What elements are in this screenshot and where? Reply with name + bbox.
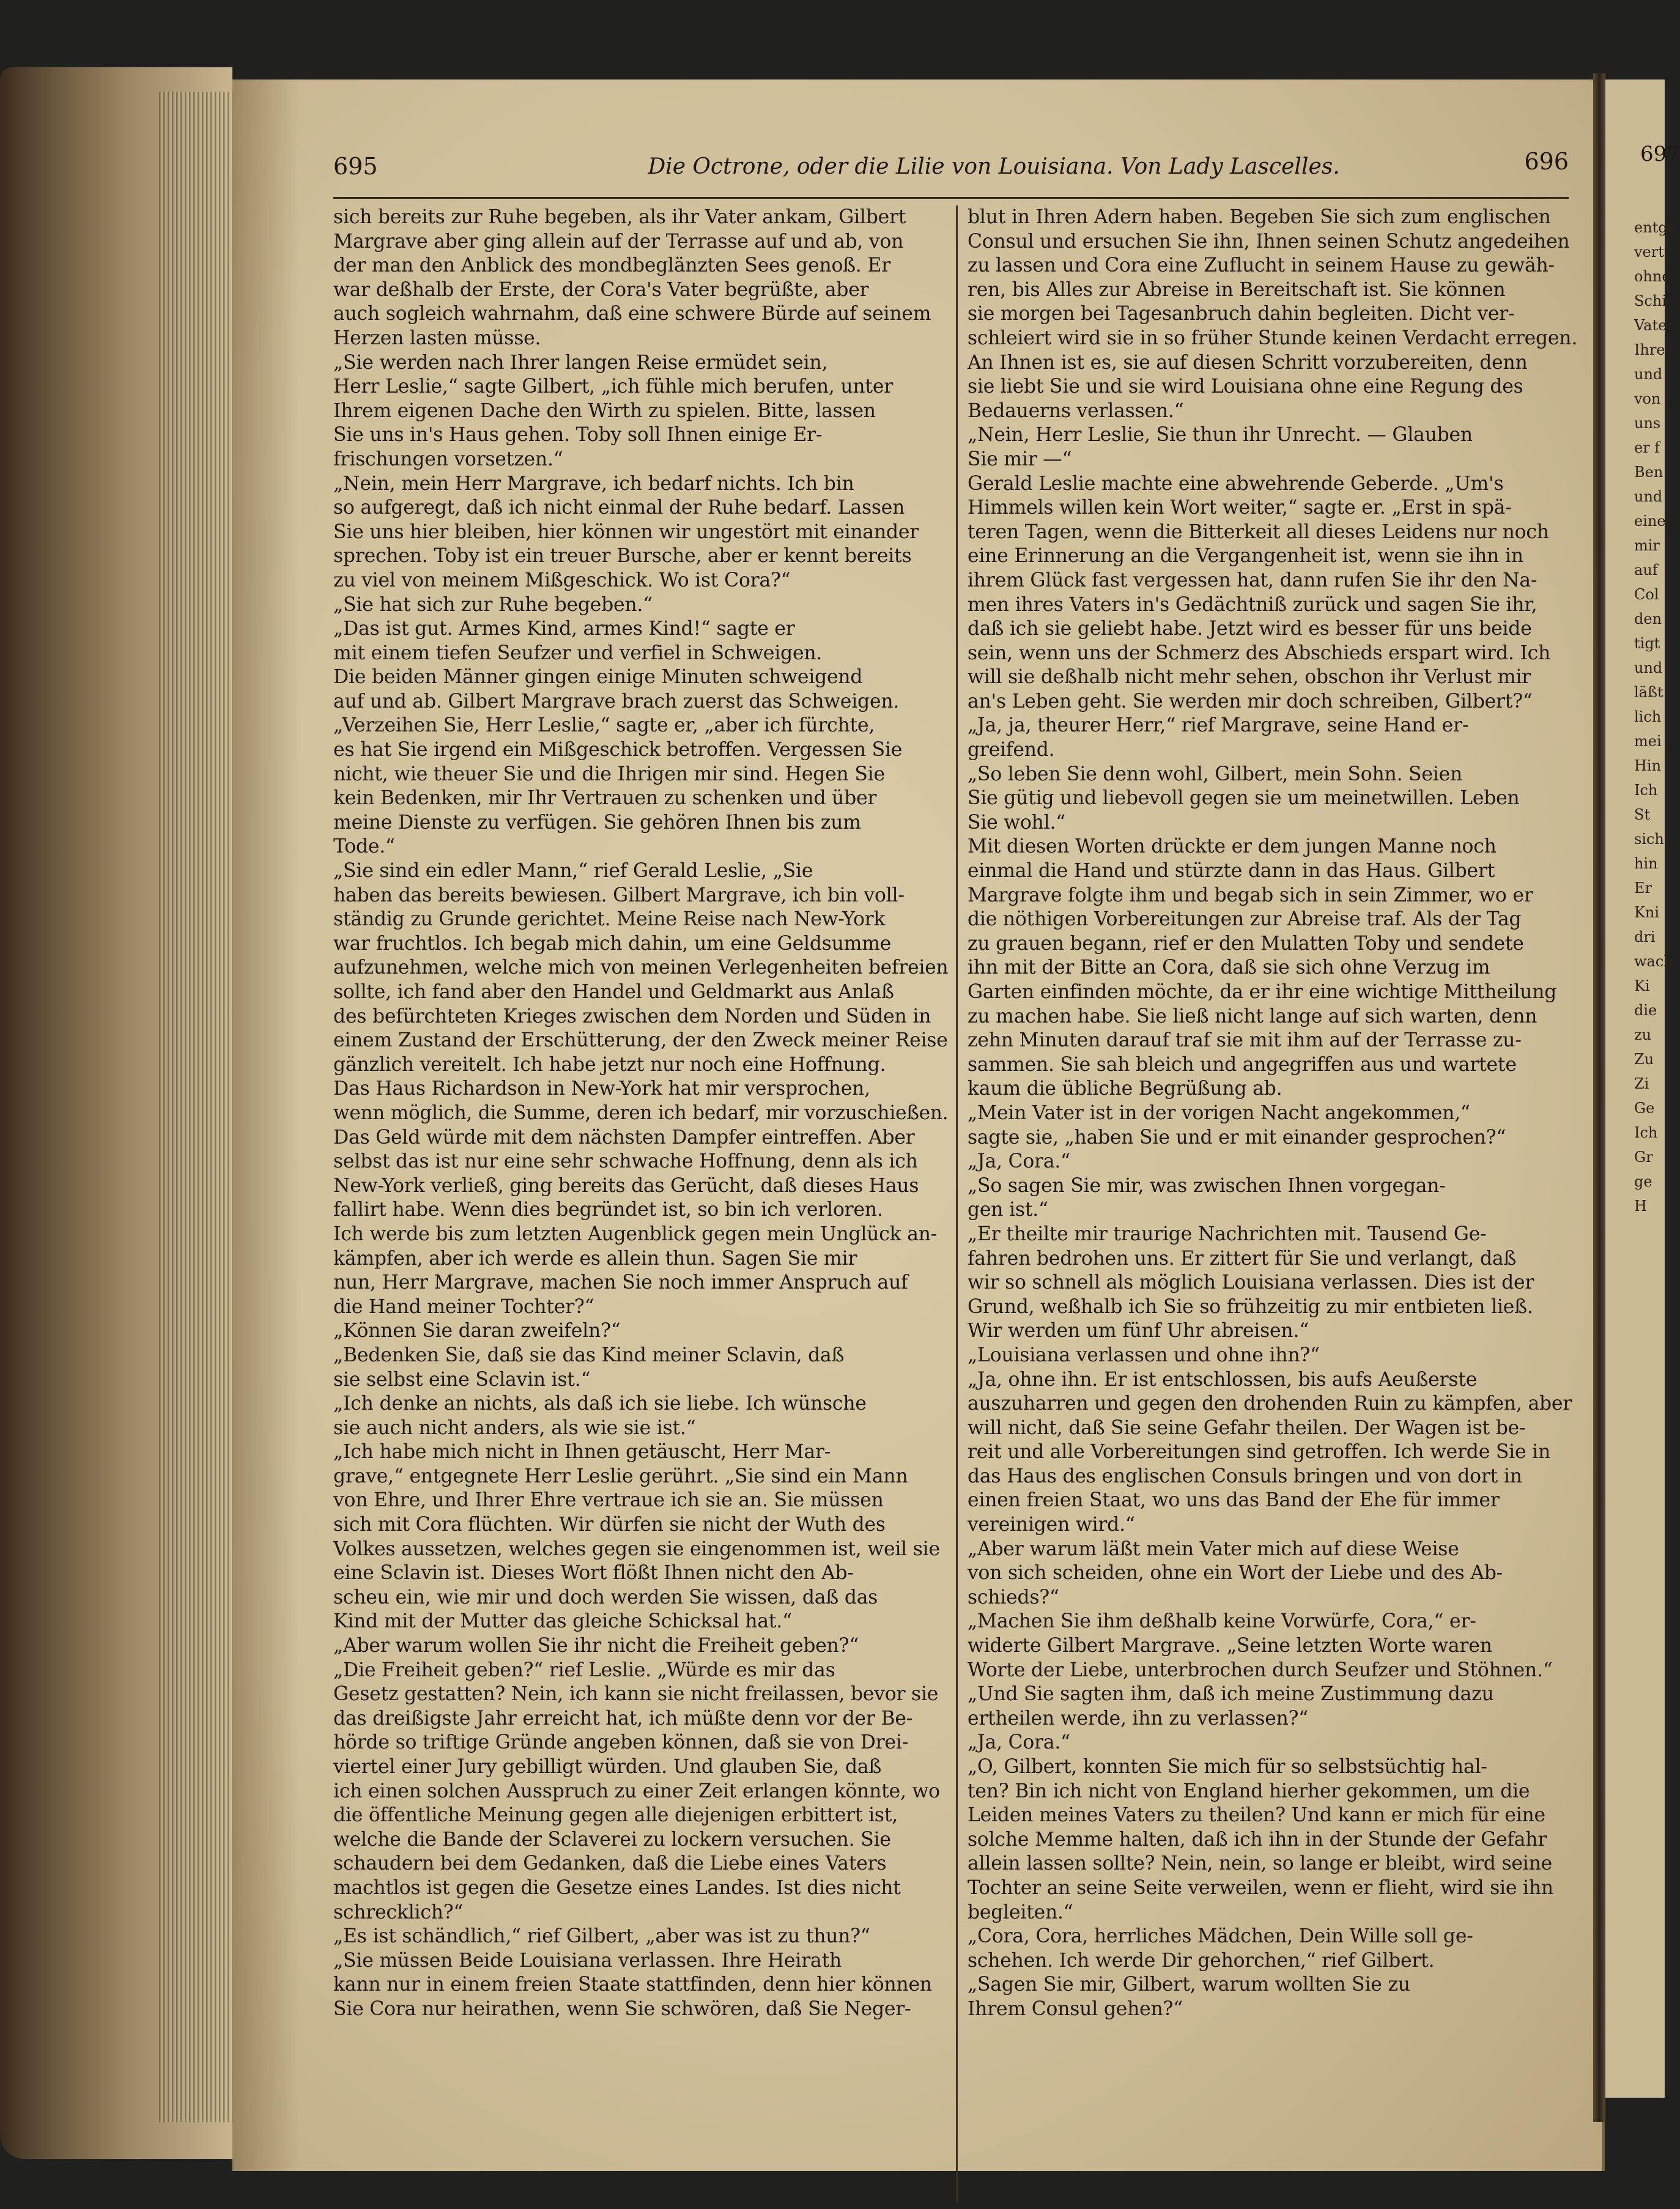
text-line: mei [1634,733,1662,750]
text-line: so aufgeregt, daß ich nicht einmal der Ruhe bedarf. Lassen [333,497,905,519]
text-line: dri [1634,928,1656,945]
text-line: daß ich sie geliebt habe. Jetzt wird es besser für uns beide [968,618,1532,640]
text-line: nicht, wie theuer Sie und die Ihrigen mir sind. Hegen Sie [333,763,885,785]
text-line: allein lassen sollte? Nein, nein, so lange er bleibt, wird seine [968,1852,1552,1875]
text-line: mit einem tiefen Seufzer und verfiel in Schweigen. [333,642,823,664]
text-line: vereinigen wird.“ [968,1514,1135,1536]
text-line: aufzunehmen, welche mich von meinen Verlegenheiten befreien [333,956,949,979]
text-line: ständig zu Grunde gerichtet. Meine Reise nach New-York [333,908,886,931]
text-line: war deßhalb der Erste, der Cora's Vater begrüßte, aber [333,278,869,301]
text-line: will sie deßhalb nicht mehr sehen, obschon ihr Verlust mir [968,666,1531,689]
text-line: zu grauen begann, rief er den Mulatten Toby und sendete [968,932,1524,955]
text-line: sein, wenn uns der Schmerz des Abschieds erspart wird. Ich [968,642,1550,664]
text-line: Ihrem Consul gehen?“ [968,1997,1183,2020]
text-line: Wir werden um fünf Uhr abreisen.“ [968,1320,1309,1342]
text-line: Ich [1634,782,1658,799]
text-line: Kni [1634,904,1660,921]
text-line: „Können Sie daran zweifeln?“ [333,1320,621,1342]
text-line: Die beiden Männer gingen einige Minuten schweigend [333,666,863,689]
text-line: „O, Gilbert, konnten Sie mich für so selbstsüchtig hal- [968,1756,1487,1778]
text-line: „Ja, ohne ihn. Er ist entschlossen, bis aufs Aeußerste [968,1368,1478,1391]
text-line: auf und ab. Gilbert Margrave brach zuerst das Schweigen. [333,690,900,712]
text-line: und [1634,366,1663,383]
text-line: „Er theilte mir traurige Nachrichten mit. Tausend Ge- [968,1223,1487,1245]
text-line: „Ja, ja, theurer Herr,“ rief Margrave, seine Hand er- [968,714,1469,737]
text-line: Kind mit der Mutter das gleiche Schicksal hat.“ [333,1610,792,1633]
text-line: Worte der Liebe, unterbrochen durch Seufzer und Stöhnen.“ [968,1659,1553,1681]
text-line: ihrem Glück fast vergessen hat, dann rufen Sie ihr den Na- [968,569,1538,591]
text-line: Ben [1634,464,1663,481]
text-line: welche die Bande der Sclaverei zu lockern versuchen. Sie [333,1828,891,1851]
text-line: Vater [1634,317,1674,334]
text-line: Schi [1634,292,1667,309]
running-title: Die Octrone, oder die Lilie von Louisiana. Von Lady Lascelles. [648,154,1340,179]
text-line: „Sagen Sie mir, Gilbert, warum wollten Sie zu [968,1974,1410,1996]
book-gutter [1593,73,1605,2122]
text-line: zu lassen und Cora eine Zuflucht in seinem Hause zu gewäh- [968,254,1555,277]
text-line: Ich werde bis zum letzten Augenblick gegen mein Unglück an- [333,1223,938,1245]
text-line: Gerald Leslie machte eine abwehrende Geberde. „Um's [968,472,1504,495]
text-line: „Verzeihen Sie, Herr Leslie,“ sagte er, „aber ich fürchte, [333,714,875,737]
text-line: ich einen solchen Ausspruch zu einer Zeit erlangen könnte, wo [333,1780,940,1802]
text-line: nun, Herr Margrave, machen Sie noch immer Anspruch auf [333,1271,908,1294]
worn-margin [232,80,300,2171]
text-line: Leiden meines Vaters zu theilen? Und kann er mich für eine [968,1804,1545,1827]
text-line: Bedauerns verlassen.“ [968,399,1184,422]
text-line: einem Zustand der Erschütterung, der den Zweck meiner Reise [333,1029,948,1052]
text-line: Grund, weßhalb ich Sie so frühzeitig zu mir entbieten ließ. [968,1295,1533,1318]
text-line: die öffentliche Meinung gegen alle diejenigen erbittert ist, [333,1804,898,1827]
text-line: „Das ist gut. Armes Kind, armes Kind!“ sagte er [333,618,795,640]
text-line: Ihre [1634,341,1665,358]
text-line: ohne [1634,268,1671,285]
text-line: sagte sie, „haben Sie und er mit einander gesprochen?“ [968,1126,1506,1149]
text-line: hin [1634,855,1658,872]
text-line: Ki [1634,977,1650,994]
text-line: war fruchtlos. Ich begab mich dahin, um eine Geldsumme [333,932,892,955]
text-line: auszuharren und gegen den drohenden Ruin zu kämpfen, aber [968,1393,1572,1415]
text-line: an's Leben geht. Sie werden mir doch schreiben, Gilbert?“ [968,690,1533,712]
text-line: „Sie müssen Beide Louisiana verlassen. Ihre Heirath [333,1949,842,1972]
text-line: „Sie werden nach Ihrer langen Reise ermüdet sein, [333,351,828,374]
text-line: Tochter an seine Seite verweilen, wenn er flieht, wird sie ihn [968,1876,1553,1899]
text-line: fallirt habe. Wenn dies begründet ist, so bin ich verloren. [333,1199,883,1221]
text-line: auf [1634,561,1658,579]
text-line: Ich [1634,1124,1658,1141]
text-line: und [1634,659,1663,676]
text-line: „Aber warum läßt mein Vater mich auf diese Weise [968,1537,1459,1560]
text-line: Herr Leslie,“ sagte Gilbert, „ich fühle mich berufen, unter [333,376,894,398]
text-line: Consul und ersuchen Sie ihn, Ihnen seinen Schutz angedeihen [968,230,1570,253]
text-line: solche Memme halten, daß ich ihn in der Stunde der Gefahr [968,1828,1547,1851]
text-line: Hin [1634,757,1662,774]
text-line: Himmels willen kein Wort weiter,“ sagte er. „Erst in spä- [968,497,1512,519]
text-line: teren Tagen, wenn die Bitterkeit all dieses Leidens nur noch [968,520,1549,543]
text-line: ge [1634,1173,1652,1190]
text-line: fahren bedrohen uns. Er zittert für Sie und verlangt, daß [968,1247,1517,1270]
text-line: des befürchteten Krieges zwischen dem Norden und Süden in [333,1005,931,1027]
text-line: sich bereits zur Ruhe begeben, als ihr Vater ankam, Gilbert [333,206,906,228]
text-line: und [1634,488,1663,505]
text-line: „Nein, Herr Leslie, Sie thun ihr Unrecht. — Glauben [968,424,1473,446]
text-line: ertheilen werde, ihn zu verlassen?“ [968,1707,1309,1730]
text-line: uns [1634,415,1661,432]
text-line: kein Bedenken, mir Ihr Vertrauen zu schenken und über [333,787,877,810]
text-line: „Ja, Cora.“ [968,1731,1070,1754]
text-line: Margrave aber ging allein auf der Terrasse auf und ab, von [333,230,904,253]
text-line: eine Sclavin ist. Dieses Wort flößt Ihnen nicht den Ab- [333,1562,854,1585]
text-line: zu machen habe. Sie ließ nicht lange auf sich warten, denn [968,1005,1538,1027]
text-line: Sie gütig und liebevoll gegen sie um meinetwillen. Leben [968,787,1520,810]
text-line: läßt [1634,684,1663,701]
text-line: sich [1634,831,1664,848]
text-line: eine Erinnerung an die Vergangenheit ist, wenn sie ihn in [968,545,1523,568]
text-line: Garten einfinden möchte, da er ihr eine wichtige Mittheilung [968,981,1557,1003]
text-line: hörde so triftige Gründe angeben können, daß sie von Drei- [333,1731,909,1754]
next-page-number: 697 [1640,142,1680,166]
text-line: von sich scheiden, ohne ein Wort der Liebe und des Ab- [968,1562,1503,1585]
text-line: „Machen Sie ihm deßhalb keine Vorwürfe, Cora,“ er- [968,1610,1476,1633]
text-line: Das Haus Richardson in New-York hat mir versprochen, [333,1078,870,1100]
text-line: tigt [1634,635,1660,652]
text-line: „Ich denke an nichts, als daß ich sie liebe. Ich wünsche [333,1393,867,1415]
text-line: die [1634,1002,1657,1019]
text-line: Sie uns in's Haus gehen. Toby soll Ihnen einige Er- [333,424,823,446]
text-line: Sie mir —“ [968,448,1072,470]
text-line: „Die Freiheit geben?“ rief Leslie. „Würde es mir das [333,1659,835,1681]
text-line: sie auch nicht anders, als wie sie ist.“ [333,1416,696,1439]
text-line: „So leben Sie denn wohl, Gilbert, mein Sohn. Seien [968,763,1462,785]
text-line: kaum die übliche Begrüßung ab. [968,1078,1282,1100]
text-line: Volkes aussetzen, welches gegen sie eingenommen ist, weil sie [333,1537,940,1560]
text-line: „Und Sie sagten ihm, daß ich meine Zustimmung dazu [968,1683,1494,1706]
text-line: frischungen vorsetzen.“ [333,448,563,470]
text-line: gänzlich vereitelt. Ich habe jetzt nur noch eine Hoffnung. [333,1053,886,1076]
right-text-column [968,205,1579,2022]
text-line: „Louisiana verlassen und ohne ihn?“ [968,1344,1320,1366]
text-line: zehn Minuten darauf traf sie mit ihm auf der Terrasse zu- [968,1029,1522,1052]
text-line: schieds?“ [968,1586,1059,1608]
text-line: schaudern bei dem Gedanken, daß die Liebe eines Vaters [333,1852,887,1875]
text-line: Ge [1634,1100,1655,1117]
text-line: begleiten.“ [968,1901,1073,1923]
text-line: von [1634,390,1661,407]
text-line: grave,“ entgegnete Herr Leslie gerührt. „Sie sind ein Mann [333,1465,908,1487]
text-line: viertel einer Jury gebilligt würden. Und glauben Sie, daß [333,1756,882,1778]
text-line: sie morgen bei Tagesanbruch dahin begleiten. Dicht ver- [968,303,1515,325]
text-line: wenn möglich, die Summe, deren ich bedarf, mir vorzuschießen. [333,1101,949,1124]
text-line: der man den Anblick des mondbeglänzten Sees genoß. Er [333,254,891,277]
text-line: „Ich habe mich nicht in Ihnen getäuscht, Herr Mar- [333,1441,831,1463]
text-line: schrecklich?“ [333,1901,464,1923]
text-line: will nicht, daß Sie seine Gefahr theilen. Der Wagen ist be- [968,1416,1526,1439]
text-line: gen ist.“ [968,1199,1048,1221]
text-line: sammen. Sie sah bleich und angegriffen aus und wartete [968,1053,1517,1076]
text-line: „Ja, Cora.“ [968,1150,1070,1173]
text-line: die nöthigen Vorbereitungen zur Abreise traf. Als der Tag [968,908,1522,931]
text-line: „Nein, mein Herr Margrave, ich bedarf nichts. Ich bin [333,472,854,495]
text-line: „Sie sind ein edler Mann,“ rief Gerald Leslie, „Sie [333,860,813,882]
text-line: „So sagen Sie mir, was zwischen Ihnen vorgegan- [968,1174,1446,1197]
text-line: blut in Ihren Adern haben. Begeben Sie sich zum englischen [968,206,1551,228]
text-line: schleiert wird sie in so früher Stunde keinen Verdacht erregen. [968,327,1578,349]
text-line: Das Geld würde mit dem nächsten Dampfer eintreffen. Aber [333,1126,915,1149]
text-line: zu [1634,1026,1652,1043]
text-line: sich mit Cora flüchten. Wir dürfen sie nicht der Wuth des [333,1514,886,1536]
text-line: Sie Cora nur heirathen, wenn Sie schwören, daß Sie Neger- [333,1997,911,2020]
text-line: „Sie hat sich zur Ruhe begeben.“ [333,593,653,616]
text-line: Er [1634,879,1652,897]
text-line: lich [1634,708,1662,725]
text-line: scheu ein, wie mir und doch werden Sie wissen, daß das [333,1586,878,1608]
text-line: Gesetz gestatten? Nein, ich kann sie nicht freilassen, bevor sie [333,1683,939,1706]
text-line: Margrave folgte ihm und begab sich in sein Zimmer, wo er [968,884,1533,906]
text-line: widerte Gilbert Margrave. „Seine letzten Worte waren [968,1635,1492,1657]
text-line: selbst das ist nur eine sehr schwache Hoffnung, denn als ich [333,1150,918,1173]
text-line: Sie uns hier bleiben, hier können wir ungestört mit einander [333,520,919,543]
text-line: Zi [1634,1075,1649,1092]
text-line: Gr [1634,1149,1653,1166]
text-line: St [1634,806,1651,823]
text-line: Ihrem eigenen Dache den Wirth zu spielen. Bitte, lassen [333,399,876,422]
text-line: einen freien Staat, wo uns das Band der Ehe für immer [968,1489,1500,1512]
text-line: kämpfen, aber ich werde es allein thun. Sagen Sie mir [333,1247,857,1270]
text-line: „Es ist schändlich,“ rief Gilbert, „aber was ist zu thun?“ [333,1925,870,1948]
text-line: er f [1634,439,1660,456]
page-stack-lines [159,92,232,2122]
text-line: An Ihnen ist es, sie auf diesen Schritt vorzubereiten, denn [968,351,1528,374]
text-line: einer [1634,512,1673,530]
text-line: Col [1634,586,1659,603]
text-line: ten? Bin ich nicht von England hierher gekommen, um die [968,1780,1530,1802]
text-line: einmal die Hand und stürzte dann in das Haus. Gilbert [968,860,1495,882]
text-line: ihn mit der Bitte an Cora, daß sie sich ohne Verzug im [968,956,1490,979]
text-line: H [1634,1197,1647,1215]
text-line: „Mein Vater ist in der vorigen Nacht angekommen,“ [968,1101,1470,1124]
text-line: mir [1634,537,1660,554]
text-line: kann nur in einem freien Staate stattfinden, denn hier können [333,1974,932,1996]
text-line: vertr [1634,243,1671,261]
text-line: meine Dienste zu verfügen. Sie gehören Ihnen bis zum [333,811,861,834]
text-line: sollte, ich fand aber den Handel und Geldmarkt aus Anlaß [333,981,894,1003]
text-line: die Hand meiner Tochter?“ [333,1295,594,1318]
next-page-text-fragments [1634,215,1676,1218]
text-line: „Aber warum wollen Sie ihr nicht die Freiheit geben?“ [333,1635,859,1657]
text-line: „Cora, Cora, herrliches Mädchen, Dein Wille soll ge- [968,1925,1473,1948]
text-line: wir so schnell als möglich Louisiana verlassen. Dies ist der [968,1271,1534,1294]
text-line: Zu [1634,1051,1654,1068]
text-line: den [1634,610,1662,627]
header-rule [333,197,1569,199]
text-line: schehen. Ich werde Dir gehorchen,“ rief Gilbert. [968,1949,1435,1972]
text-line: Sie wohl.“ [968,811,1066,834]
text-line: Tode.“ [333,835,395,858]
page-header [333,148,1569,190]
left-page-number: 695 [333,153,378,180]
text-line: sie liebt Sie und sie wird Louisiana ohne eine Regung des [968,376,1523,398]
text-line: greifend. [968,739,1055,761]
text-line: das dreißigste Jahr erreicht hat, ich müßte denn vor der Be- [333,1707,913,1730]
text-line: Mit diesen Worten drückte er dem jungen Manne noch [968,835,1497,858]
text-line: Herzen lasten müsse. [333,327,541,349]
text-line: wach [1634,953,1673,970]
text-line: das Haus des englischen Consuls bringen und von dort in [968,1465,1522,1487]
text-line: sprechen. Toby ist ein treuer Bursche, aber er kennt bereits [333,545,912,568]
page-stack-edge [0,67,232,2159]
text-line: men ihres Vaters in's Gedächtniß zurück und sagen Sie ihr, [968,593,1538,616]
column-divider [956,205,958,2202]
text-line: machtlos ist gegen die Gesetze eines Landes. Ist dies nicht [333,1876,901,1899]
text-line: haben das bereits bewiesen. Gilbert Margrave, ich bin voll- [333,884,905,906]
text-line: entge [1634,219,1676,236]
text-line: von Ehre, und Ihrer Ehre vertraue ich sie an. Sie müssen [333,1489,884,1512]
left-text-column [333,205,948,2022]
text-line: reit und alle Vorbereitungen sind getroffen. Ich werde Sie in [968,1441,1551,1463]
text-line: sie selbst eine Sclavin ist.“ [333,1368,591,1391]
text-line: es hat Sie irgend ein Mißgeschick betroffen. Vergessen Sie [333,739,903,761]
text-line: auch sogleich wahrnahm, daß eine schwere Bürde auf seinem [333,303,931,325]
text-line: ren, bis Alles zur Abreise in Bereitschaft ist. Sie können [968,278,1506,301]
text-line: zu viel von meinem Mißgeschick. Wo ist Cora?“ [333,569,791,591]
text-line: „Bedenken Sie, daß sie das Kind meiner Sclavin, daß [333,1344,845,1366]
right-page-number: 696 [1524,148,1569,175]
text-line: New-York verließ, ging bereits das Gerücht, daß dieses Haus [333,1174,919,1197]
